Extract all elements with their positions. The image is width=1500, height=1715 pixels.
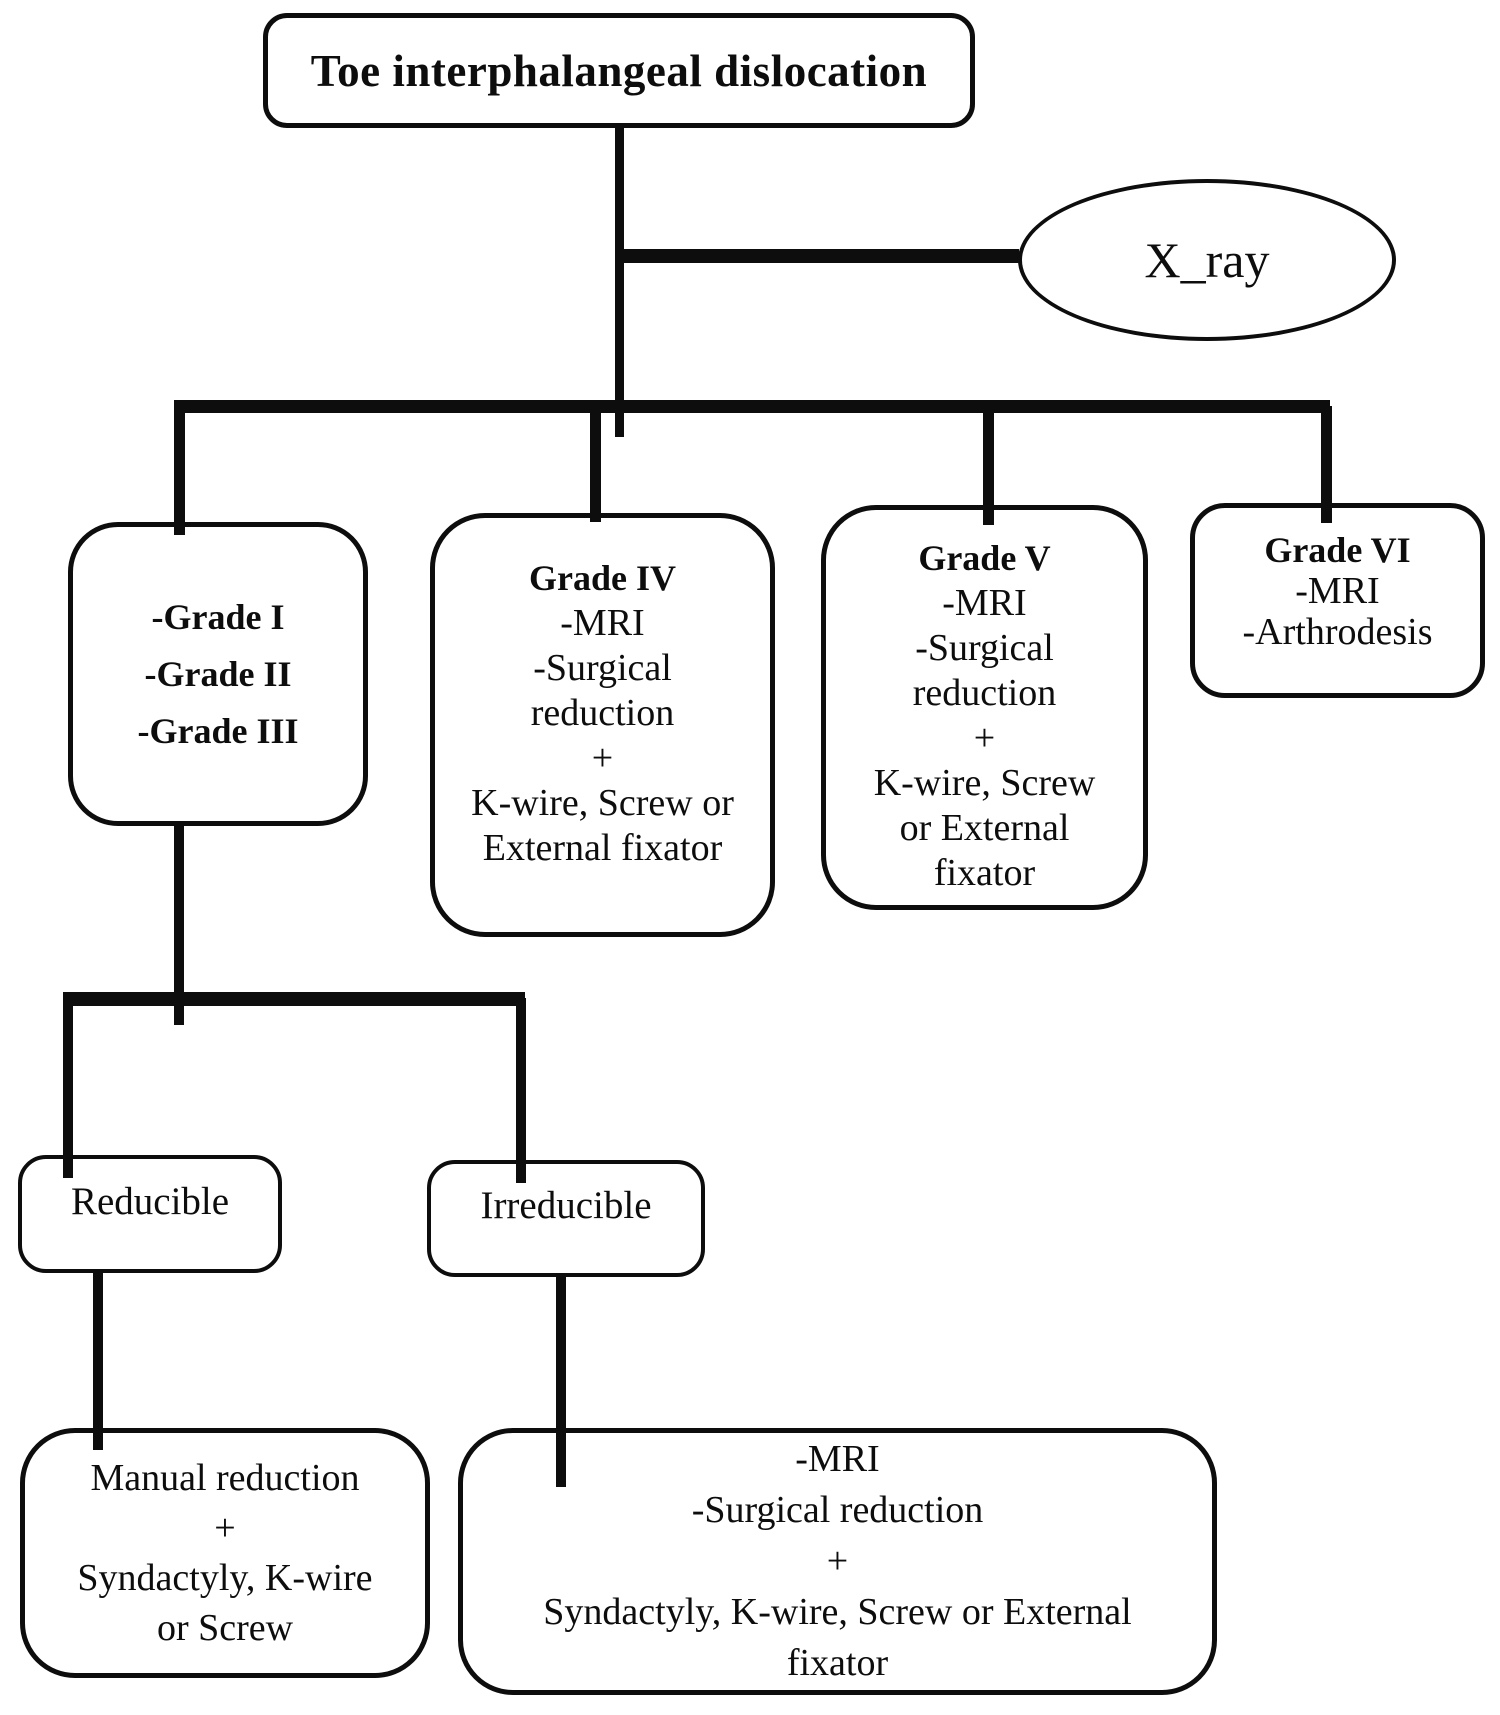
irreducible-outcome-box xyxy=(458,1428,1217,1695)
grade-1-2-3-box xyxy=(68,522,368,826)
root-title-box xyxy=(263,13,975,128)
grade-5-text-line: -Surgical xyxy=(915,627,1054,669)
grade-5-text-line: -MRI xyxy=(942,582,1027,624)
root-stem-line xyxy=(615,126,624,437)
xray-label: X_ray xyxy=(1144,232,1270,288)
irreducible-outcome-line: Syndactyly, K-wire, Screw or External xyxy=(543,1591,1132,1633)
grades-branch-bar xyxy=(174,400,1330,413)
grade-1-line: -Grade I xyxy=(151,596,285,637)
irreducible-drop-line xyxy=(516,998,526,1183)
grade-2-line: -Grade II xyxy=(144,653,292,694)
grade-5-text-line: K-wire, Screw xyxy=(873,762,1096,804)
grade-5-text-line: fixator xyxy=(933,852,1036,894)
grade-5-drop-line xyxy=(983,406,994,525)
grade-5-box xyxy=(821,505,1148,910)
grade-5-text-line: or External xyxy=(899,807,1070,849)
grade-1-2-3-drop-line xyxy=(174,406,185,535)
grade-5-text-line: + xyxy=(973,717,996,759)
grade-4-text-line: -Surgical xyxy=(533,647,672,689)
grade-4-text-line: reduction xyxy=(530,692,675,734)
irreducible-label: Irreducible xyxy=(480,1184,652,1227)
grade-4-text-line: -MRI xyxy=(560,602,645,644)
grade-5-text-line: reduction xyxy=(912,672,1057,714)
grade-6-title: Grade VI xyxy=(1264,530,1411,570)
grade-4-title: Grade IV xyxy=(529,558,676,598)
grade-6-text-line: -MRI xyxy=(1295,570,1380,612)
irreducible-outcome-line: fixator xyxy=(786,1642,889,1684)
grade-3-line: -Grade III xyxy=(137,710,299,751)
xray-branch-line xyxy=(620,249,1019,263)
reducible-drop-line xyxy=(63,998,73,1178)
grade-6-drop-line xyxy=(1321,406,1332,523)
grade-6-box xyxy=(1190,503,1485,698)
grade-4-box xyxy=(430,513,775,937)
root-title-text: Toe interphalangeal dislocation xyxy=(310,45,928,96)
grade-4-text-line: + xyxy=(591,737,614,779)
grade-4-text-line: External fixator xyxy=(482,827,723,869)
reducible-outcome-line: Manual reduction xyxy=(90,1457,360,1499)
grade-5-title: Grade V xyxy=(918,538,1051,578)
irreducible-box xyxy=(427,1160,705,1277)
grade-4-text-line: K-wire, Screw or xyxy=(471,782,734,824)
grade-4-drop-line xyxy=(590,406,601,522)
reducible-outcome-box xyxy=(20,1428,430,1678)
reducible-label: Reducible xyxy=(70,1179,230,1223)
reducibility-branch-bar xyxy=(63,992,525,1006)
reducible-outcome-line: or Screw xyxy=(156,1607,294,1649)
irreducible-outcome-line: -MRI xyxy=(795,1438,880,1480)
grade-6-text-line: -Arthrodesis xyxy=(1242,611,1433,653)
irreducible-outcome-line xyxy=(556,1277,566,1487)
reducible-outcome-line: Syndactyly, K-wire xyxy=(77,1557,373,1599)
irreducible-outcome-line: -Surgical reduction xyxy=(691,1489,984,1531)
reducible-box xyxy=(18,1155,282,1273)
reducible-outcome-line xyxy=(93,1273,103,1450)
irreducible-outcome-line: + xyxy=(826,1540,849,1582)
reducible-outcome-line: + xyxy=(214,1507,236,1549)
xray-ellipse xyxy=(1018,179,1396,341)
